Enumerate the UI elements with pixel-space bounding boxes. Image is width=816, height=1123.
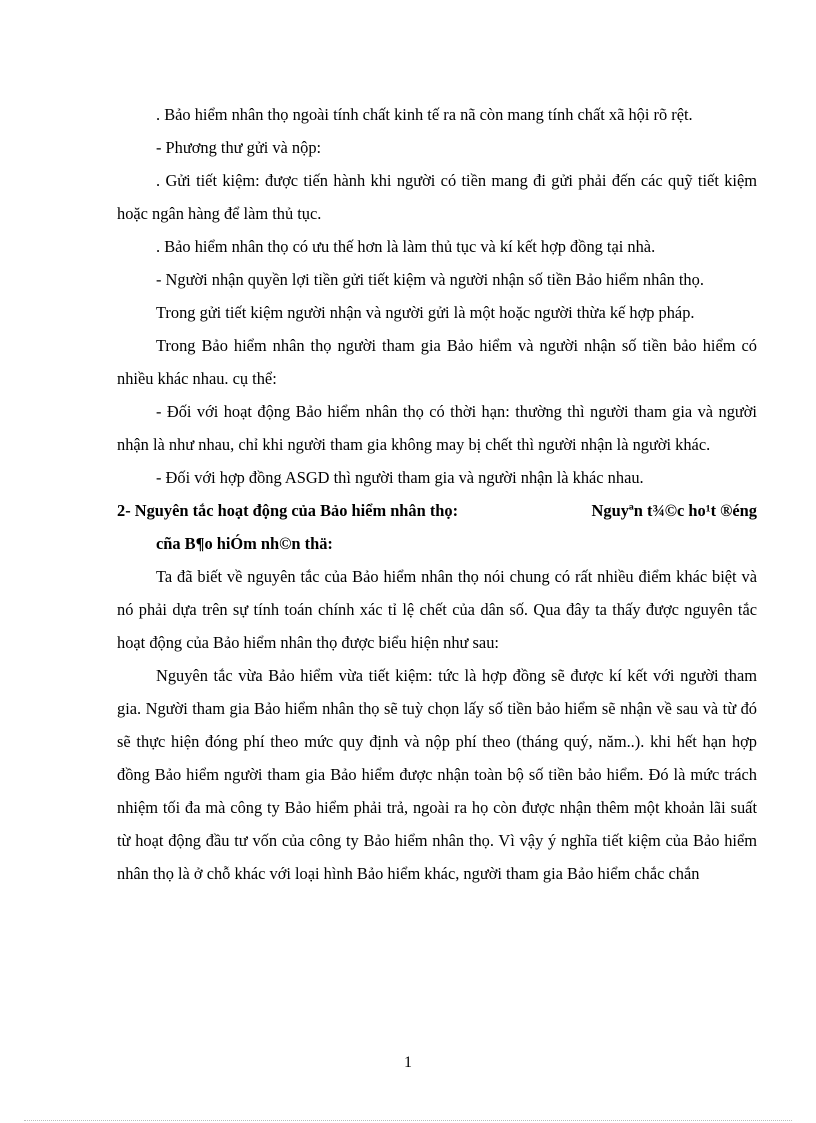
paragraph: . Bảo hiểm nhân thọ có ưu thế hơn là làm thủ tục và kí kết hợp đồng tại nhà. xyxy=(156,237,656,256)
paragraph: Trong Bảo hiểm nhân thọ người tham gia Bảo hiểm và người nhận số tiền bảo hiểm có nhiều khác nhau. cụ thể: xyxy=(117,336,757,388)
section-heading-title: 2- Nguyên tắc hoạt động của Bảo hiểm nhân thọ: xyxy=(117,501,459,520)
paragraph: Trong gửi tiết kiệm người nhận và người gửi là một hoặc người thừa kế hợp pháp. xyxy=(156,303,695,322)
paragraph: Ta đã biết về nguyên tắc của Bảo hiểm nhân thọ nói chung có rất nhiều điểm khác biệt và nó phải dựa trên sự tính toán chính xác tỉ lệ chết của dân số. Qua đây ta thấy được nguyên tắc hoạt động của Bảo hiểm nhân thọ được biểu hiện như sau: xyxy=(117,567,757,652)
section-heading-garbled-2: cña B¶o hiÓm nh©n thä: xyxy=(156,534,333,553)
paragraph: . Gửi tiết kiệm: được tiến hành khi người có tiền mang đi gửi phải đến các quỹ tiết kiệm hoặc ngân hàng để làm thủ tục. xyxy=(117,171,757,223)
paragraph: - Người nhận quyền lợi tiền gửi tiết kiệm và người nhận số tiền Bảo hiểm nhân thọ. xyxy=(156,270,704,289)
paragraph: . Bảo hiểm nhân thọ ngoài tính chất kinh tế ra nã còn mang tính chất xã hội rõ rệt. xyxy=(156,105,693,124)
section-heading-garbled-1: Nguyªn t¾©c ho¹t ®éng xyxy=(591,501,757,520)
page-number: 1 xyxy=(404,1054,412,1071)
document-page xyxy=(117,98,757,890)
paragraph: - Phương thư gửi và nộp: xyxy=(156,138,322,157)
section-heading xyxy=(117,494,757,527)
paragraph: - Đối với hợp đồng ASGD thì người tham gia và người nhận là khác nhau. xyxy=(156,468,644,487)
page-bottom-divider xyxy=(24,1120,792,1121)
paragraph: - Đối với hoạt động Bảo hiểm nhân thọ có thời hạn: thường thì người tham gia và người nhận là như nhau, chỉ khi người tham gia không may bị chết thì người nhận là người khác. xyxy=(117,402,757,454)
paragraph: Nguyên tắc vừa Bảo hiểm vừa tiết kiệm: tức là hợp đồng sẽ được kí kết với người tham gia. Người tham gia Bảo hiểm nhân thọ sẽ tuỳ chọn lấy số tiền bảo hiểm sẽ nhận về sau và từ đó sẽ thực hiện đóng phí theo mức quy định và nộp phí theo (tháng quý, năm..). khi hết hạn hợp đồng Bảo hiểm người tham gia Bảo hiểm được nhận toàn bộ số tiền bảo hiểm. Đó là mức trách nhiệm tối đa mà công ty Bảo hiểm phải trả, ngoài ra họ còn được nhận thêm một khoản lãi suất từ hoạt động đầu tư vốn của công ty Bảo hiểm nhân thọ. Vì vậy ý nghĩa tiết kiệm của Bảo hiểm nhân thọ là ở chỗ khác với loại hình Bảo hiểm khác, người tham gia Bảo hiểm chắc chắn xyxy=(117,666,757,883)
